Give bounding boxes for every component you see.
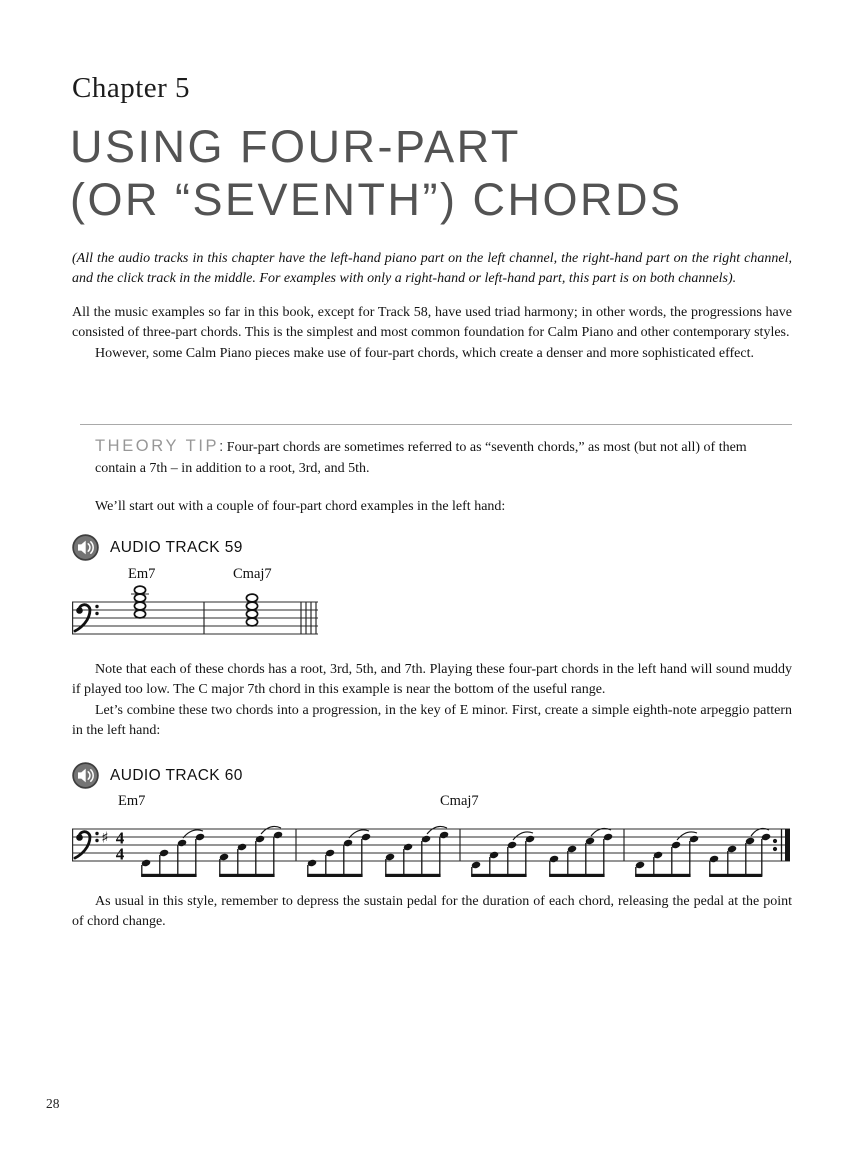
paragraph-3: We’ll start out with a couple of four-part chord examples in the left hand: [95,499,506,514]
staff-lines [72,602,318,634]
music-example-1 [72,566,412,652]
audio-channels-note: (All the audio tracks in this chapter have the left-hand piano part on the left channel, the right-hand part on the right channel, and the click track in the middle. For examples with only a right-hand or left-hand part, this part is on both channels). [72,251,792,286]
eighth-note-group [219,826,283,877]
chord-symbol-cmaj7: Cmaj7 [233,566,272,582]
paragraph-4: Note that each of these chords has a root, 3rd, 5th, and 7th. Playing these four-part chords in the left hand will sound muddy if played too low. The C major 7th chord in this example is near the bottom of the useful range. [72,662,792,698]
theory-tip-label: THEORY TIP [95,437,220,455]
middle-paragraphs [72,660,792,741]
music-example-2-staff [72,811,792,883]
music-example-1-staff [72,584,322,642]
chord-symbol-em7: Em7 [118,793,146,809]
music-example-2 [72,793,794,888]
chapter-title-line-1: USING FOUR-PART [70,121,521,172]
audio-track-59 [72,534,243,561]
chord-symbol-em7: Em7 [128,566,156,582]
page-number: 28 [46,1096,60,1111]
theory-tip-colon: : [219,438,224,455]
audio-track-label: AUDIO TRACK 59 [110,538,243,556]
paragraph-2: However, some Calm Piano pieces make use of four-part chords, which create a denser and more sophisticated effect. [95,345,754,361]
speaker-icon [72,762,99,789]
eighth-note-group [471,832,535,877]
time-signature [116,829,125,864]
chapter-title-line-2: (OR “SEVENTH”) CHORDS [70,174,683,225]
theory-tip [80,424,792,479]
chord-symbol-cmaj7: Cmaj7 [440,793,479,809]
paragraph-5: Let’s combine these two chords into a progression, in the key of E minor. First, create a simple eighth-note arpeggio pattern in the left hand: [72,702,792,738]
intro-paragraphs [72,303,792,364]
chapter-label: Chapter 5 [72,72,191,104]
time-signature-top: 4 [115,828,125,848]
eighth-note-group [385,826,449,877]
paragraph-6: As usual in this style, remember to depress the sustain pedal for the duration of each chord, releasing the pedal at the point of chord change. [72,894,792,930]
time-signature-bottom: 4 [115,844,125,864]
speaker-icon [72,534,99,561]
paragraph-1: All the music examples so far in this book, except for Track 58, have used triad harmony; in other words, the progressions have consisted of three-part chords. This is the simplest and most common foundation for Calm Piano and other contemporary styles. [72,305,792,341]
eighth-note-group [635,832,699,877]
audio-track-label: AUDIO TRACK 60 [110,766,243,784]
theory-tip-text: Four-part chords are sometimes referred to as “seventh chords,” as most (but not all) of them contain a 7th – in addition to a root, 3rd, and 5th. [95,440,747,476]
key-signature-sharp-icon: ♯ [101,828,109,847]
chapter-title [70,120,800,226]
audio-track-60 [72,762,243,789]
